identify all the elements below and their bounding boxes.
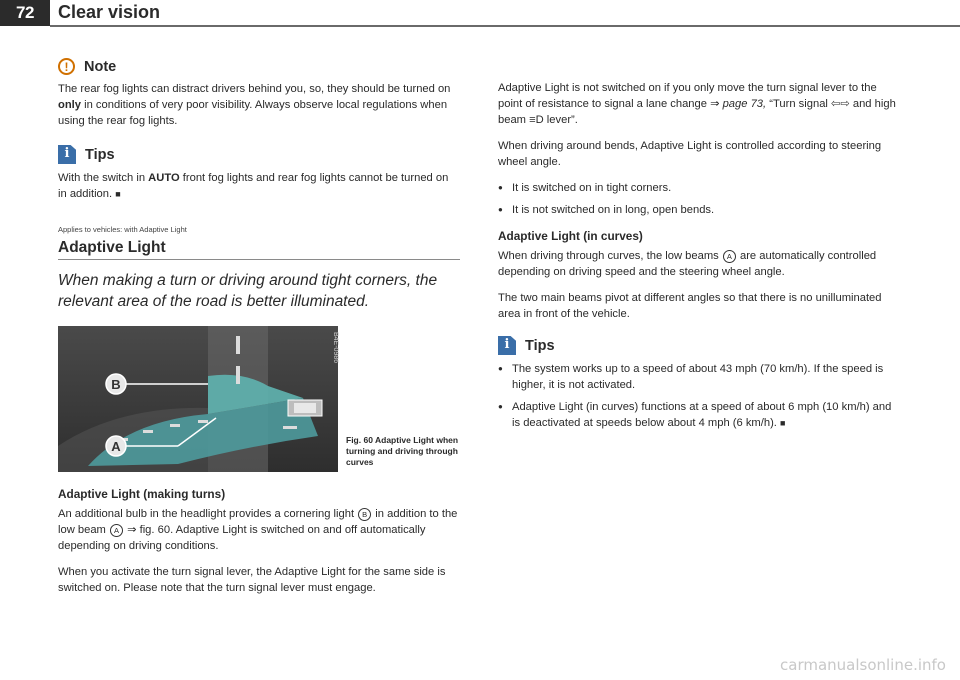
list-item: ● It is switched on in tight corners. <box>498 180 896 196</box>
tips-text: With the switch in AUTO front fog lights and rear fog lights cannot be turned on in addition. ■ <box>58 172 449 200</box>
list-item: ● Adaptive Light (in curves) functions at a speed of about 6 mph (10 km/h) and is deactivated at speeds below about 4 mph (6 km/h). ■ <box>498 399 896 431</box>
list-item: ● The system works up to a speed of about 43 mph (70 km/h). If the speed is higher, it is not activated. <box>498 361 896 393</box>
info-tip-icon: i <box>498 336 516 355</box>
corner-bullets <box>498 180 896 218</box>
figure-caption: Fig. 60 Adaptive Light when turning and driving through curves <box>346 435 459 467</box>
making-turns-text: An additional bulb in the headlight provides a cornering light B in addition to the low beam A ⇒ fig. 60. Adaptive Light is switched on and off automatically depending on driving conditions. <box>58 508 458 552</box>
watermark: carmanualsonline.info <box>780 656 946 674</box>
section-intro: When making a turn or driving around tight corners, the relevant area of the road is better illuminated. <box>58 272 438 310</box>
tips-heading-2 <box>498 336 896 355</box>
lane-change-text: Adaptive Light is not switched on if you only move the turn signal lever to the point of resistance to signal a lane change ⇒ page 73, “Turn signal ⇦⇨ and high beam ≡D lever”. <box>498 82 896 126</box>
making-turns-heading: Adaptive Light (making turns) <box>58 487 226 501</box>
right-column <box>498 80 896 441</box>
adaptive-light-illustration <box>58 326 338 472</box>
tips-title-2: Tips <box>525 337 555 354</box>
section-title: Adaptive Light <box>58 240 460 260</box>
tips-bullets <box>498 361 896 431</box>
info-tip-icon: i <box>58 145 76 164</box>
making-turns-text-2: When you activate the turn signal lever, the Adaptive Light for the same side is switched on. Please note that the turn signal lever must engage. <box>58 566 446 594</box>
callout-b-label: B <box>111 377 121 392</box>
page-number: 72 <box>0 0 50 26</box>
chapter-title: Clear vision <box>58 2 161 22</box>
tips-heading <box>58 145 460 164</box>
exclamation-circle-icon: ! <box>58 58 75 75</box>
applies-to: Applies to vehicles: with Adaptive Light <box>58 225 187 234</box>
circle-a-marker: A <box>723 250 736 263</box>
circle-a-marker: A <box>110 524 123 537</box>
steering-text: When driving around bends, Adaptive Light is controlled according to steering wheel angle. <box>498 140 882 168</box>
note-title: Note <box>84 58 117 75</box>
curves-text: When driving through curves, the low beams A are automatically controlled depending on driving speed and the steering wheel angle. <box>498 250 877 278</box>
page-link[interactable]: page 73, <box>722 98 767 110</box>
figure-block <box>58 326 460 472</box>
callout-a-label: A <box>111 439 121 454</box>
note-heading <box>58 58 460 75</box>
header-divider <box>50 25 960 27</box>
end-mark: ■ <box>115 189 121 199</box>
curves-text-2: The two main beams pivot at different angles so that there is no unilluminated area in front of the vehicle. <box>498 292 882 320</box>
tips-title: Tips <box>85 146 115 163</box>
curves-heading: Adaptive Light (in curves) <box>498 229 643 243</box>
circle-b-marker: B <box>358 508 371 521</box>
list-item: ● It is not switched on in long, open bends. <box>498 202 896 218</box>
note-text: The rear fog lights can distract drivers behind you, so, they should be turned on only in conditions of very poor visibility. Always observe local regulations when using the rear fog lights. <box>58 83 451 127</box>
left-column <box>58 58 460 606</box>
end-mark: ■ <box>780 418 786 428</box>
figure-code: B4E-0986 <box>332 332 339 364</box>
